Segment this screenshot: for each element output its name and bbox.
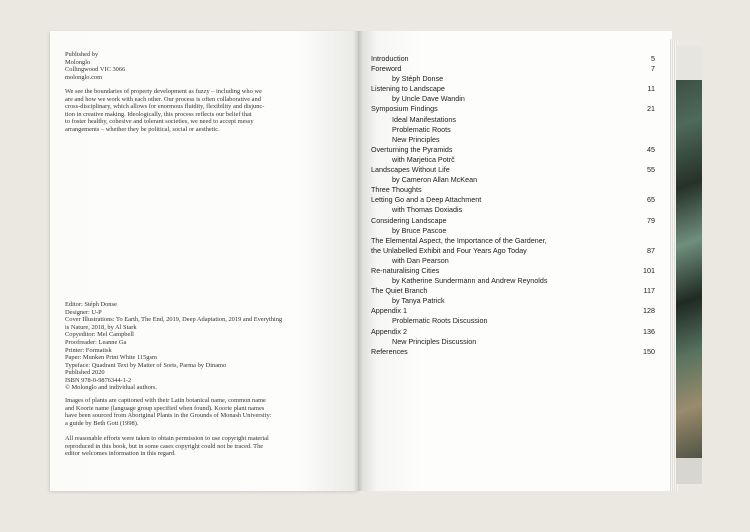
toc-entry[interactable]: [371, 165, 655, 175]
toc-entry-title: Introduction: [371, 54, 409, 63]
toc-entry-title: Appendix 1: [371, 306, 407, 316]
toc-entry[interactable]: [371, 104, 655, 114]
toc-entry-title: Three Thoughts: [371, 185, 422, 195]
statement-line: to foster healthy, cohesive and tolerant societies, we need to accept messy: [65, 118, 254, 126]
permissions-note-line: reproduced in this book, but in some cases copyright could not be traced. The: [65, 442, 264, 450]
toc-entry-title: Considering Landscape: [371, 215, 447, 225]
toc-entry-title: by Katherine Sundermann and Andrew Reynolds: [392, 276, 548, 286]
toc-entry-title: by Cameron Allan McKean: [392, 175, 478, 185]
toc-entry[interactable]: [371, 306, 655, 316]
plants-note: [65, 397, 310, 427]
toc-page-number: 128: [643, 306, 655, 316]
toc-entry-title: Listening to Landscape: [371, 84, 445, 94]
statement-line: are and how we work with each other. Our process is often collaborative and: [65, 95, 261, 103]
credits-block: [65, 301, 310, 369]
credits-line: Printer: Formatisk: [65, 346, 112, 354]
plants-note-line: Images of plants are captioned with their Latin botanical name, common name: [65, 397, 266, 404]
toc-entry[interactable]: [371, 347, 655, 357]
toc-entry-title: by Bruce Pascoe: [392, 225, 447, 235]
toc-entry-title: The Quiet Branch: [371, 286, 428, 296]
credits-line: Paper: Munken Print White 115gsm: [65, 354, 157, 362]
toc-entry[interactable]: [371, 175, 655, 185]
toc-entry-title: with Marjetica Potrč: [392, 154, 455, 164]
toc-entry[interactable]: [371, 94, 655, 104]
toc-entry[interactable]: [371, 296, 655, 306]
toc-page-number: 87: [647, 245, 655, 255]
toc-entry-title: Landscapes Without Life: [371, 165, 450, 175]
toc-entry-title: with Thomas Doxiadis: [392, 205, 463, 215]
toc-entry[interactable]: [371, 337, 655, 347]
statement-line: We see the boundaries of property development as fuzzy – including who we: [65, 88, 262, 95]
toc-entry-title: by Stéph Donse: [392, 74, 444, 84]
plants-note-line: have been sourced from Aboriginal Plants in the Grounds of Monash University:: [65, 412, 272, 420]
toc-entry-title: Re-naturalising Cities: [371, 265, 440, 275]
credits-line: Editor: Stéph Donse: [65, 301, 117, 308]
toc-page-number: 136: [643, 326, 655, 336]
toc-entry[interactable]: [371, 246, 655, 256]
toc-entry[interactable]: [371, 54, 655, 64]
toc-entry-title: Ideal Manifestations: [392, 114, 456, 124]
publisher-line: Published by: [65, 51, 99, 58]
toc-entry[interactable]: [371, 327, 655, 337]
cover-strip-bottom: [676, 458, 702, 484]
toc-entry-title: References: [371, 346, 408, 356]
toc-entry[interactable]: [371, 276, 655, 286]
toc-entry[interactable]: [371, 145, 655, 155]
toc-entry[interactable]: [371, 216, 655, 226]
toc-page-number: 55: [647, 165, 655, 175]
publisher-block: [65, 51, 301, 81]
statement-line: cross-disciplinary, which allows for enormous fluidity, flexibility and disjunc-: [65, 103, 265, 111]
toc-entry[interactable]: [371, 125, 655, 135]
toc-page-number: 65: [647, 195, 655, 205]
toc-entry[interactable]: [371, 266, 655, 276]
plants-note-line: a guide by Beth Gott (1998).: [65, 419, 139, 427]
toc-entry[interactable]: [371, 115, 655, 125]
toc-entry-title: Overturning the Pyramids: [371, 144, 453, 154]
cover-strip-top: [676, 46, 702, 80]
toc-entry-title: the Unlabelled Exhibit and Four Years Ago Today: [371, 245, 527, 255]
publication-line: Published 2020: [65, 369, 105, 376]
toc-page-number: 101: [643, 265, 655, 275]
publication-line: © Molonglo and individual authors.: [65, 384, 158, 392]
toc-entry-title: New Principles: [392, 134, 440, 144]
statement-block: [65, 88, 305, 134]
toc-entry-title: Problematic Roots: [392, 124, 451, 134]
toc-entry[interactable]: [371, 74, 655, 84]
toc-page-number: 79: [647, 215, 655, 225]
toc-entry[interactable]: [371, 195, 655, 205]
toc-entry-title: by Uncle Dave Wandin: [392, 94, 465, 104]
permissions-note-line: editor welcomes information in this regard.: [65, 450, 176, 458]
publisher-line: molonglo.com: [65, 73, 103, 81]
toc-page-number: 45: [647, 144, 655, 154]
toc-entry[interactable]: [371, 84, 655, 94]
toc-entry[interactable]: [371, 226, 655, 236]
cover-illustration-strip: [676, 46, 702, 484]
toc-entry-title: Foreword: [371, 64, 402, 74]
credits-line: Cover Illustrations: To Earth, The End, 2019, Deep Adaptation, 2019 and Everything: [65, 316, 283, 324]
toc-entry[interactable]: [371, 256, 655, 266]
publication-line: ISBN 978-0-9876344-1-2: [65, 376, 132, 384]
toc-page-number: 21: [647, 104, 655, 114]
toc-page-number: 150: [643, 346, 655, 356]
toc-entry[interactable]: [371, 64, 655, 74]
toc-entry[interactable]: [371, 286, 655, 296]
credits-line: is Nature, 2018, by Al Stark: [65, 323, 137, 331]
credits-line: Copyeditor: Mel Campbell: [65, 331, 134, 339]
toc-entry[interactable]: [371, 135, 655, 145]
toc-entry-title: Problematic Roots Discussion: [392, 316, 488, 326]
toc-entry[interactable]: [371, 316, 655, 326]
toc-entry-title: with Dan Pearson: [392, 255, 449, 265]
left-page: [50, 31, 358, 491]
table-of-contents: [371, 54, 655, 357]
toc-entry[interactable]: [371, 155, 655, 165]
publisher-line: Collingwood VIC 3066: [65, 66, 126, 74]
toc-entry-title: New Principles Discussion: [392, 336, 477, 346]
credits-line: Proofreader: Leanne Ga: [65, 338, 127, 346]
toc-page-number: 117: [643, 286, 655, 296]
toc-entry[interactable]: [371, 205, 655, 215]
publication-block: [65, 369, 301, 392]
toc-page-number: 11: [647, 84, 655, 94]
toc-entry-title: Appendix 2: [371, 326, 407, 336]
toc-entry-title: Letting Go and a Deep Attachment: [371, 195, 482, 205]
toc-entry[interactable]: [371, 236, 655, 246]
credits-line: Designer: U-P: [65, 308, 102, 316]
permissions-note: [65, 435, 310, 458]
plants-note-line: and Koorie name (language group specified when found). Koorie plant names: [65, 404, 265, 412]
toc-entry-title: The Elemental Aspect, the Importance of the Gardener,: [371, 235, 547, 245]
toc-page-number: 7: [651, 64, 655, 74]
statement-line: arrangements – whether they be political, social or aesthetic.: [65, 125, 220, 133]
book-gutter: [353, 31, 363, 491]
permissions-note-line: All reasonable efforts were taken to obtain permission to use copyright material: [65, 435, 269, 442]
credits-line: Typeface: Quadrant Text by Matter of Sorts, Parma by Dinamo: [65, 361, 227, 369]
publisher-line: Molonglo: [65, 58, 91, 66]
toc-page-number: 5: [651, 54, 655, 63]
toc-entry-title: Symposium Findings: [371, 104, 438, 114]
toc-entry-title: by Tanya Patrick: [392, 296, 445, 306]
statement-line: tion in creative making. Ideologically, this process reflects our belief that: [65, 110, 252, 118]
toc-entry[interactable]: [371, 185, 655, 195]
